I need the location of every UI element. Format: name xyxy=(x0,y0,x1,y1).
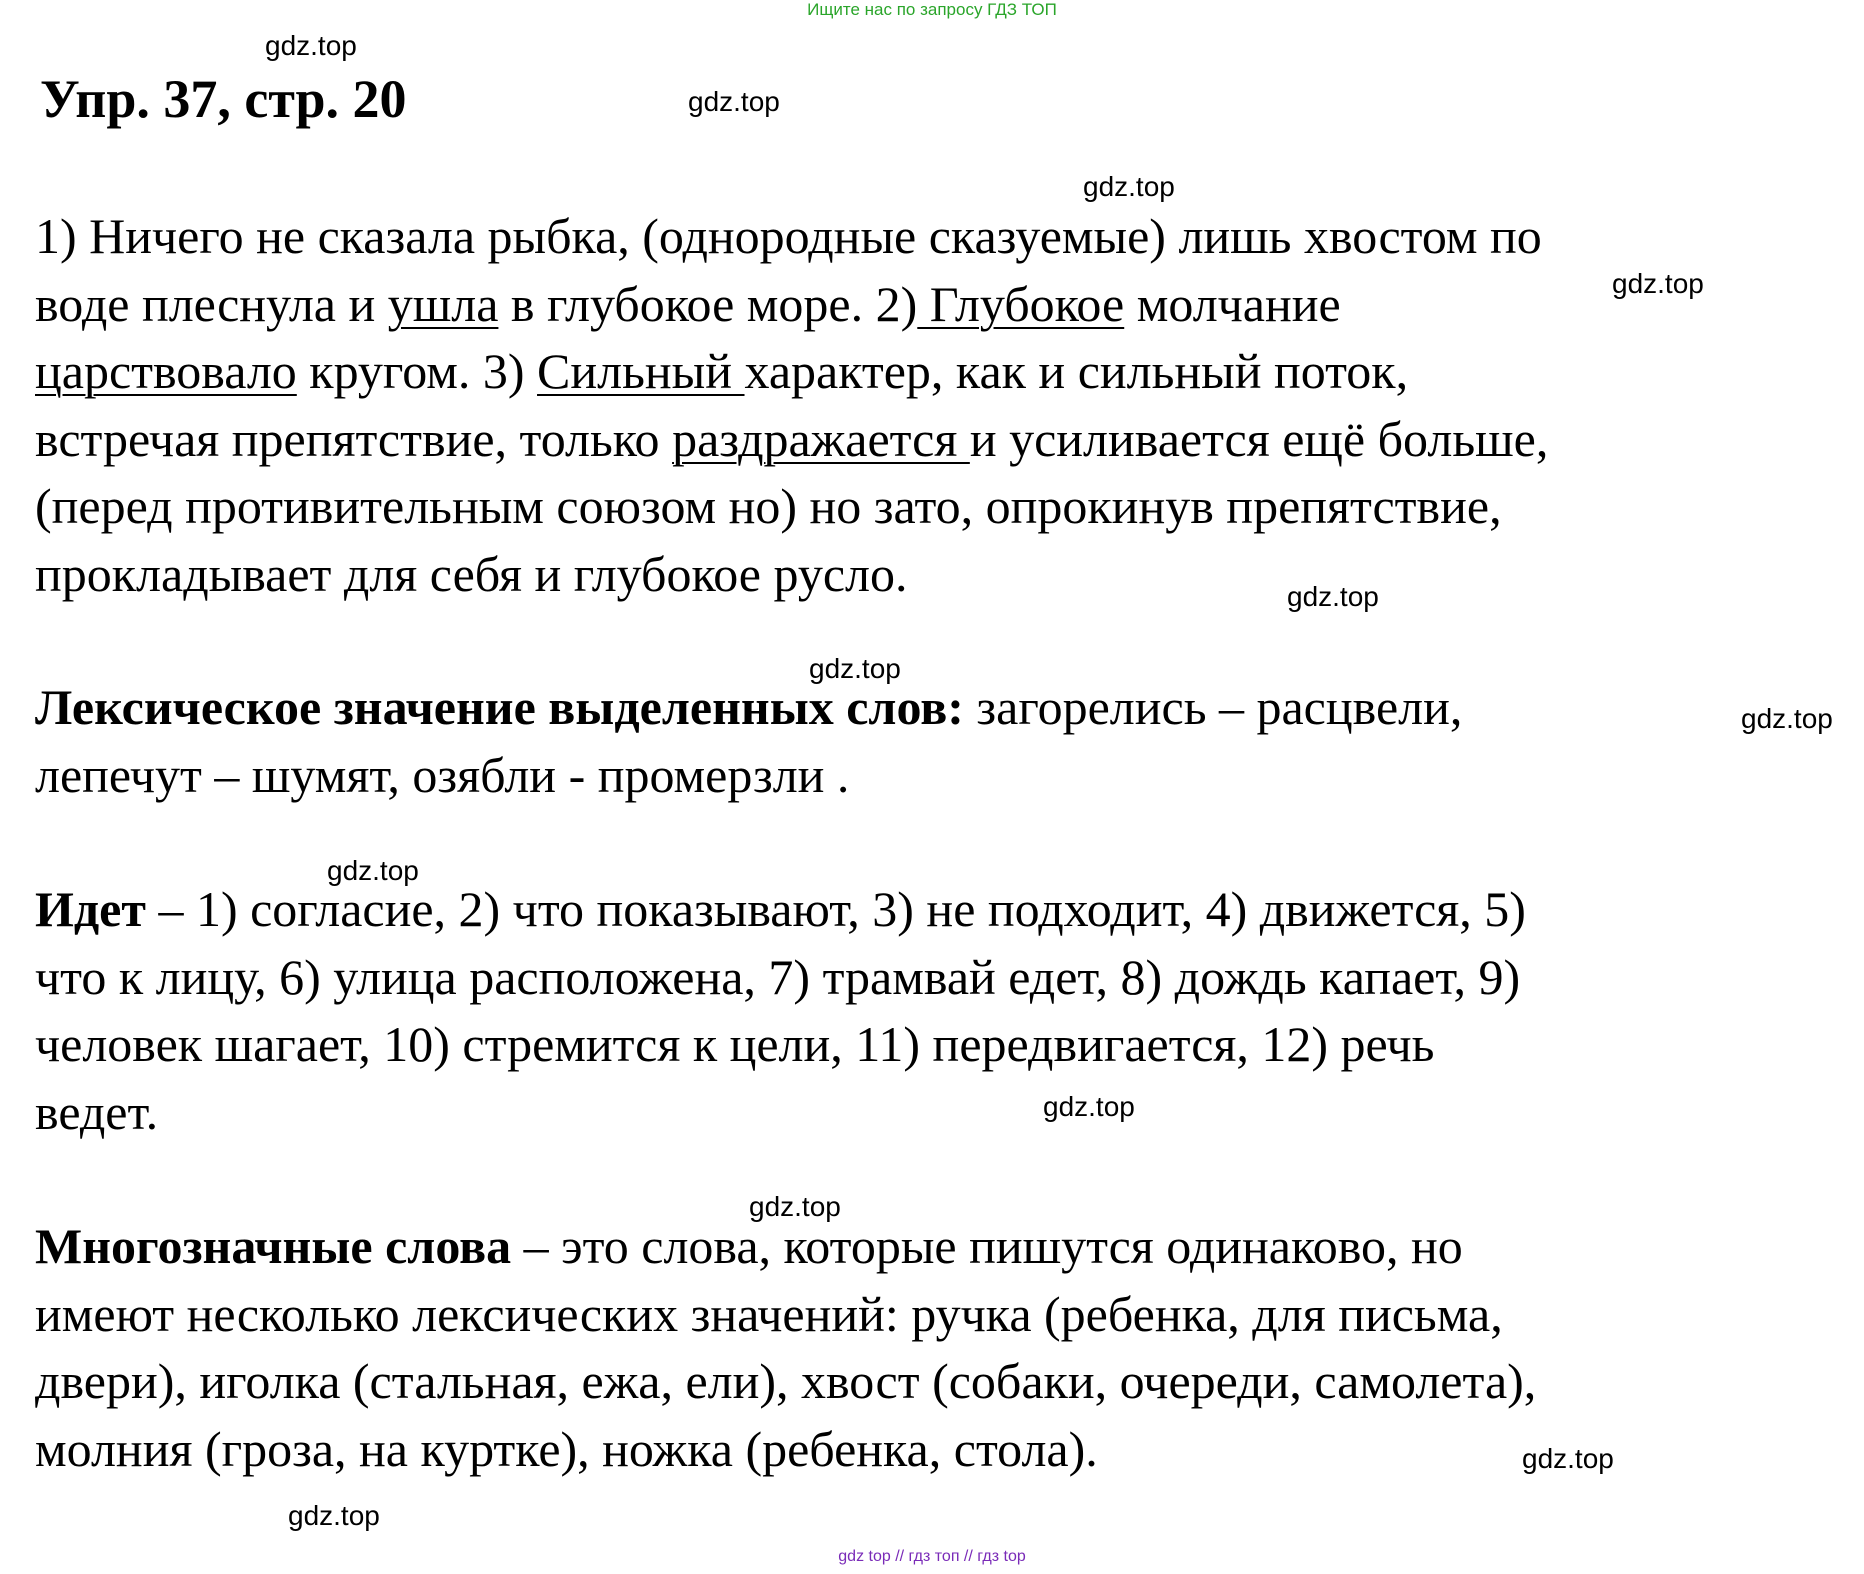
watermark: gdz.top xyxy=(1083,171,1175,202)
watermark: gdz.top xyxy=(1741,703,1833,734)
paragraph-lexical-meaning xyxy=(35,674,1835,809)
text-line: воде плеснула и ушла в глубокое море. 2) Глубокое молчание xyxy=(35,275,1341,332)
text-line: (перед противительным союзом но) но зато, опрокинув препятствие, xyxy=(35,478,1502,534)
watermark: gdz.top xyxy=(288,1500,380,1531)
text-line: Многозначные слова – это слова, которые пишутся одинаково, но xyxy=(35,1218,1463,1274)
underlined-word: царствовало xyxy=(35,343,297,399)
watermark: gdz.top xyxy=(1287,581,1379,612)
text-line: что к лицу, 6) улица расположена, 7) трамвай едет, 8) дождь капает, 9) xyxy=(35,948,1521,1005)
text-line: молния (гроза, на куртке), ножка (ребенка, стола). xyxy=(35,1420,1098,1477)
text-line: 1) Ничего не сказала рыбка, (однородные сказуемые) лишь хвостом по xyxy=(35,208,1542,264)
paragraph-answer xyxy=(35,203,1835,608)
text-line: лепечут – шумят, озябли - промерзли . xyxy=(35,746,850,803)
text-line: Лексическое значение выделенных слов: загорелись – расцвели, xyxy=(35,679,1463,735)
underlined-word: Глубокое xyxy=(917,275,1125,332)
top-banner: Ищите нас по запросу ГДЗ ТОП xyxy=(807,0,1057,19)
text-line: встречая препятствие, только раздражается и усиливается ещё больше, xyxy=(35,410,1549,467)
watermark: gdz.top xyxy=(1043,1091,1135,1122)
underlined-word: ушла xyxy=(387,275,499,332)
text-line: Идет – 1) согласие, 2) что показывают, 3) не подходит, 4) движется, 5) xyxy=(35,881,1526,937)
bold-term: Идет xyxy=(35,881,146,937)
underlined-word: Сильный xyxy=(537,343,745,399)
text-line: человек шагает, 10) стремится к цели, 11) передвигается, 12) речь xyxy=(35,1016,1435,1072)
bold-term: Многозначные слова xyxy=(35,1218,512,1274)
watermark: gdz.top xyxy=(265,30,357,61)
watermark: gdz.top xyxy=(1612,268,1704,299)
text-line: двери), иголка (стальная, ежа, ели), хвост (собаки, очереди, самолета), xyxy=(35,1353,1537,1409)
page-title: Упр. 37, стр. 20 xyxy=(40,69,407,129)
watermark: gdz.top xyxy=(1522,1443,1614,1474)
watermark: gdz.top xyxy=(809,653,901,684)
text-line: имеют несколько лексических значений: ручка (ребенка, для письма, xyxy=(35,1285,1503,1342)
underlined-word: раздражается xyxy=(672,410,970,467)
text-line: ведет. xyxy=(35,1083,159,1140)
watermark: gdz.top xyxy=(749,1191,841,1222)
watermark: gdz.top xyxy=(327,855,419,886)
bold-term: Лексическое значение выделенных слов: xyxy=(35,679,964,735)
text-line: прокладывает для себя и глубокое русло. xyxy=(35,545,908,602)
paragraph-polysemous-words xyxy=(35,1213,1835,1483)
footer-links: gdz top // гдз топ // гдз top xyxy=(838,1548,1026,1565)
watermark: gdz.top xyxy=(688,86,780,117)
text-line: царствовало кругом. 3) Сильный характер, как и сильный поток, xyxy=(35,343,1409,399)
paragraph-idet xyxy=(35,876,1835,1146)
